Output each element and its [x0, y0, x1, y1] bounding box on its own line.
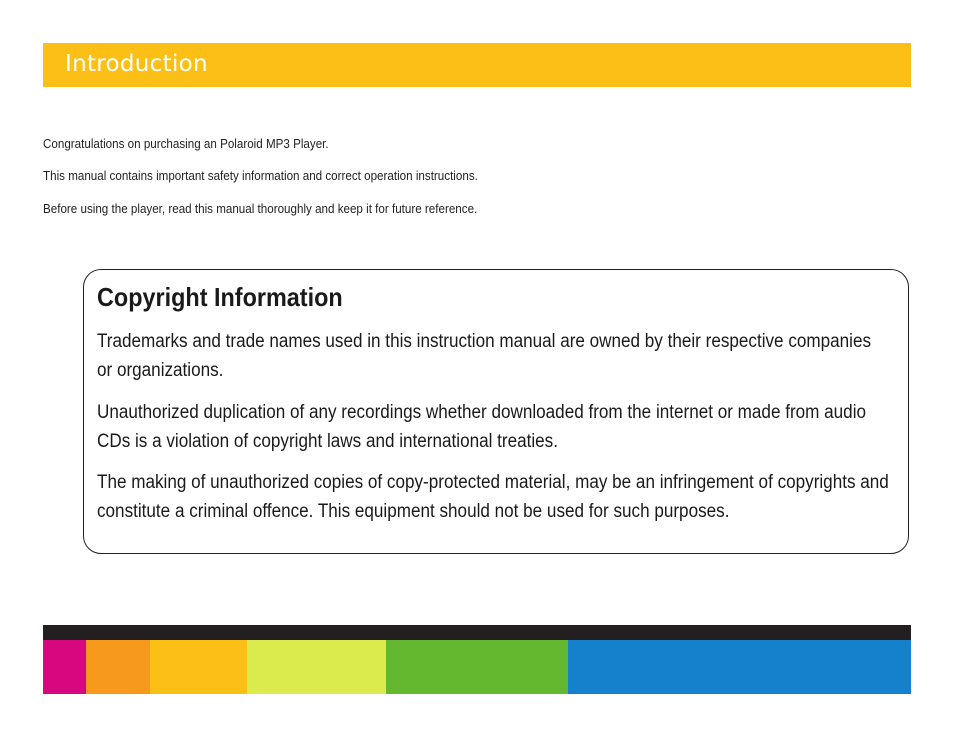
section-title: Introduction [65, 51, 208, 77]
copyright-paragraph-duplication: Unauthorized duplication of any recordings whether downloaded from the internet or made from audio CDs is a violation of copyright laws and international treaties. [97, 402, 867, 452]
copyright-heading: Copyright Information [97, 282, 343, 312]
copyright-paragraph-infringement: The making of unauthorized copies of copy-protected material, may be an infringement of copyrights and constitute a criminal offence. This equipment should not be used for such purposes. [97, 472, 889, 522]
footer-color-stripes [43, 640, 911, 694]
copyright-paragraph-trademarks: Trademarks and trade names used in this instruction manual are owned by their respective companies or organizations. [97, 331, 872, 381]
intro-line-congratulations: Congratulations on purchasing an Polaroid MP3 Player. [43, 137, 329, 151]
intro-line-before-using: Before using the player, read this manual thoroughly and keep it for future reference. [43, 202, 478, 216]
stripe-lime [247, 640, 386, 694]
stripe-green [386, 640, 568, 694]
copyright-info-box [83, 269, 909, 554]
section-header-bar [43, 43, 911, 87]
stripe-blue [568, 640, 911, 694]
stripe-yellow [150, 640, 247, 694]
footer-dark-band [43, 625, 911, 640]
stripe-orange [86, 640, 150, 694]
stripe-magenta [43, 640, 86, 694]
intro-line-manual-contents: This manual contains important safety information and correct operation instructions. [43, 169, 478, 183]
